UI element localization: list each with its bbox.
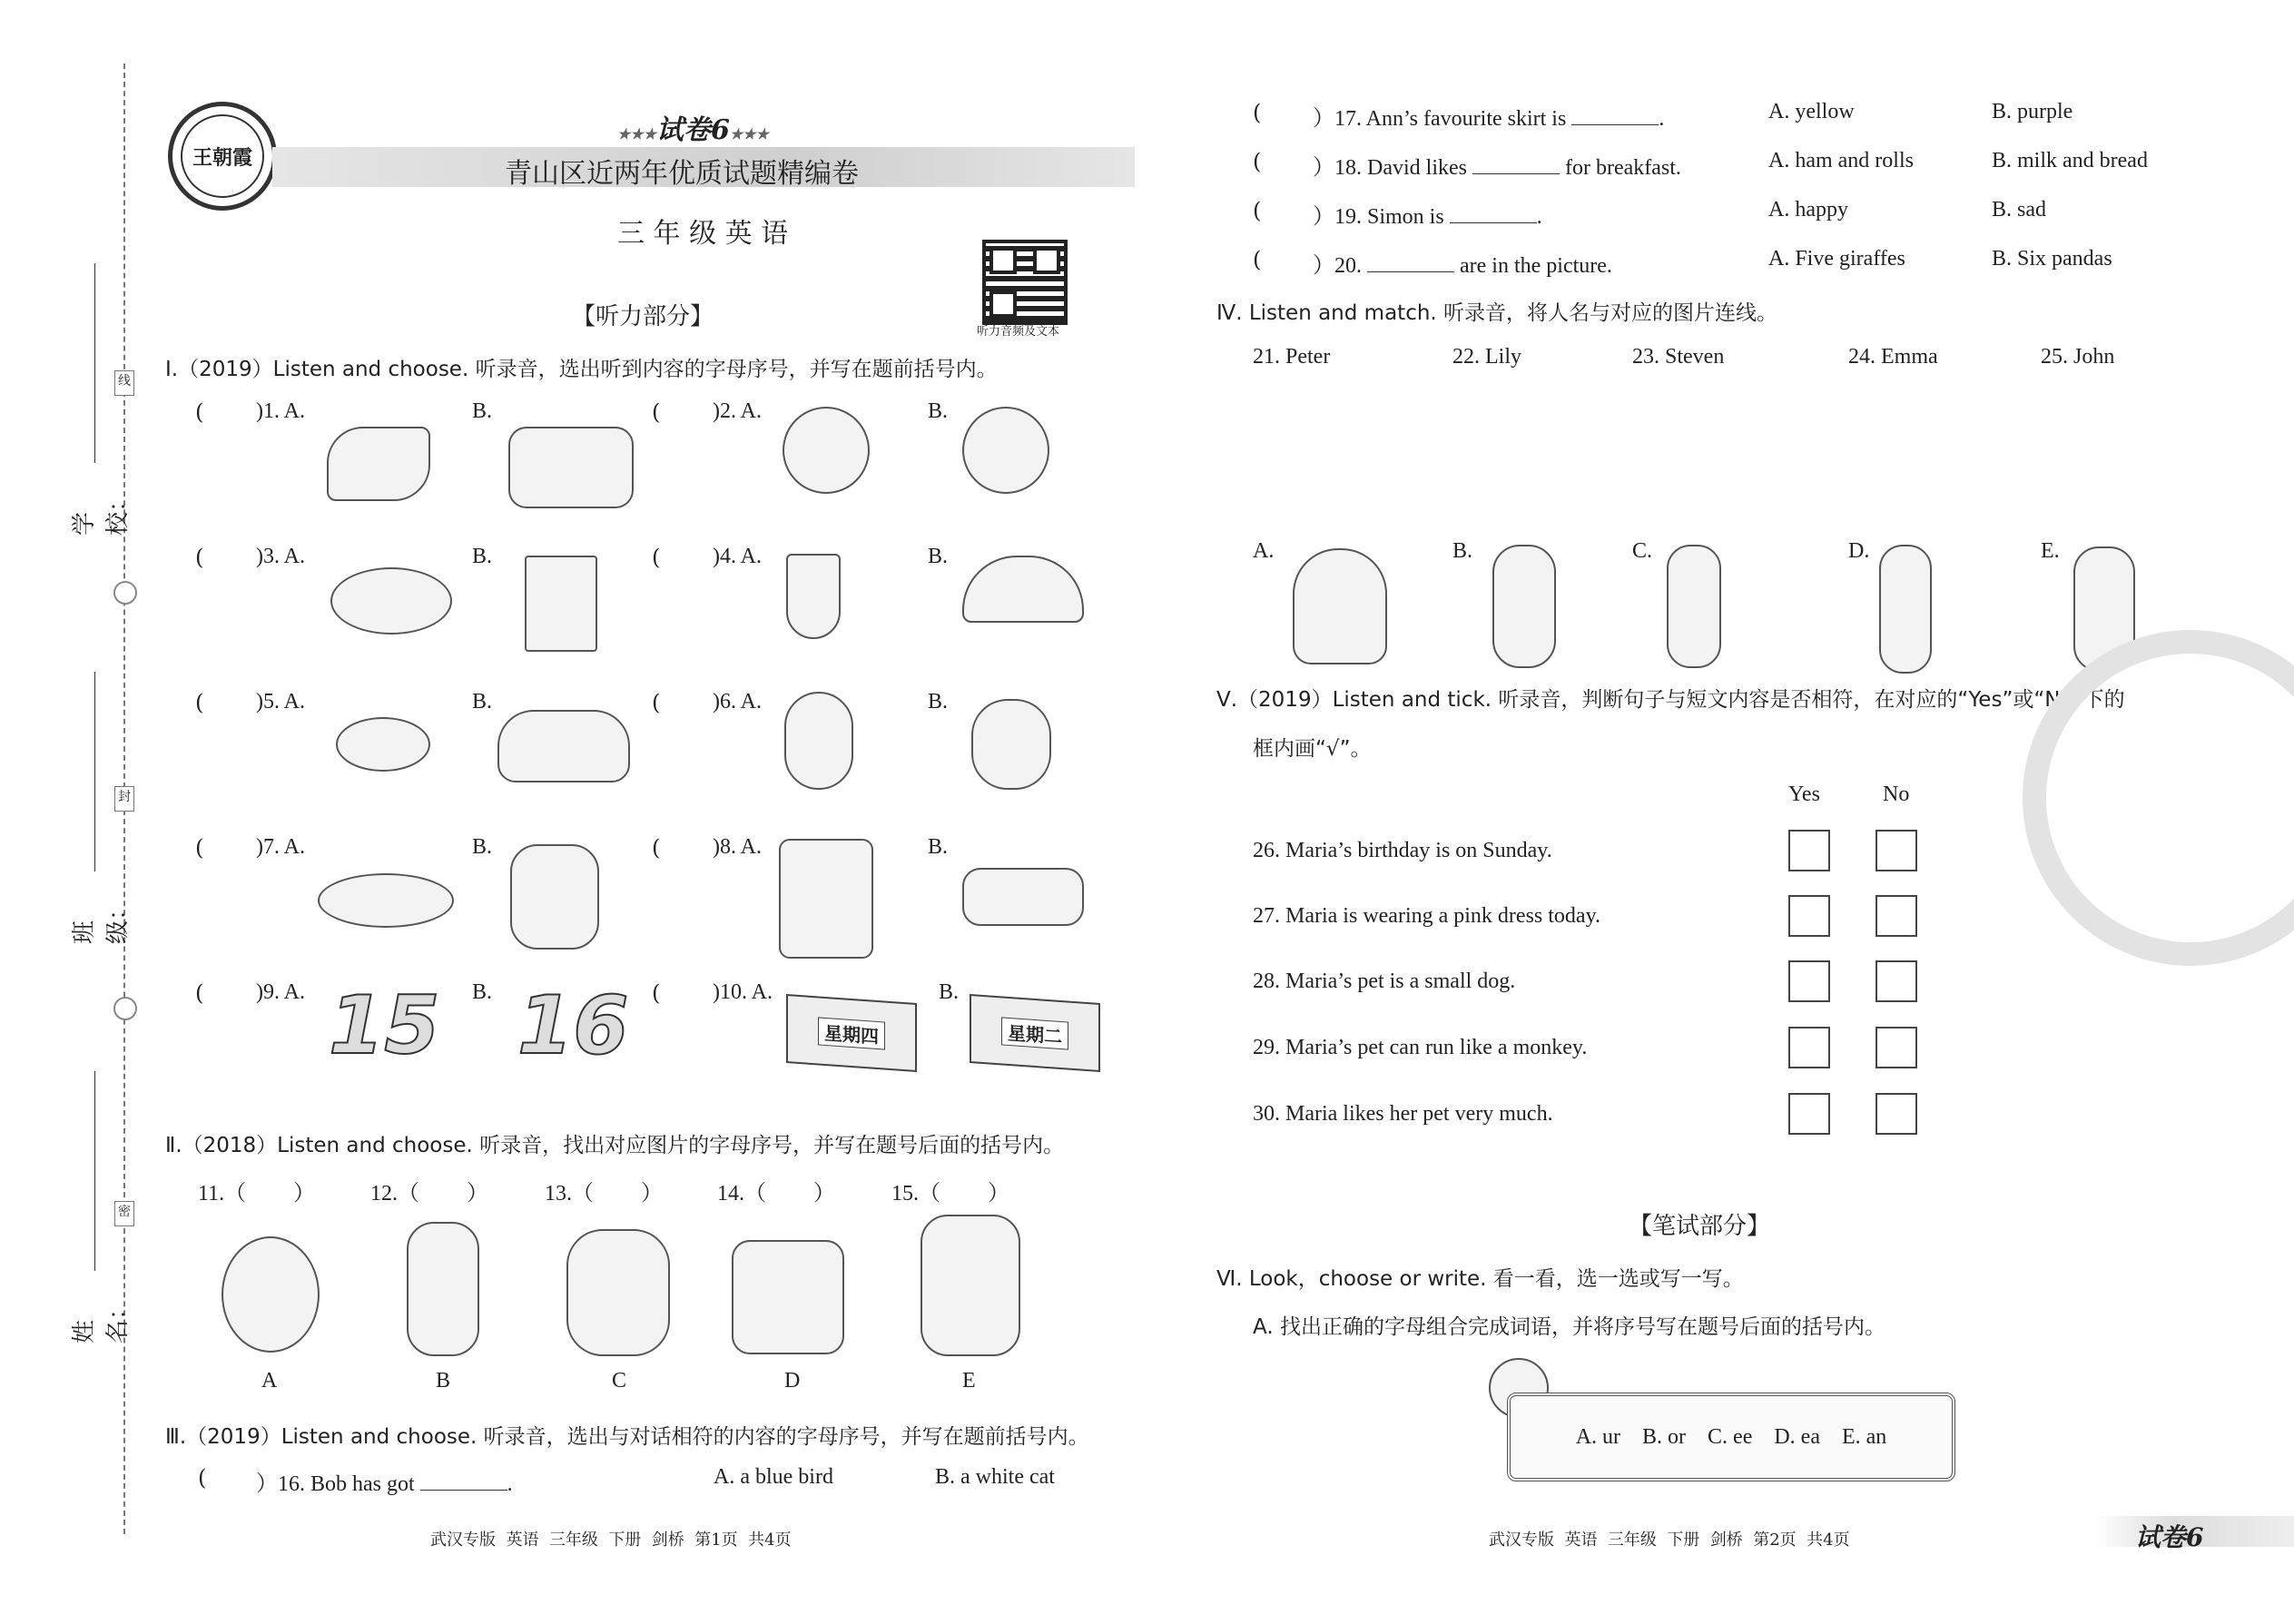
dog-icon[interactable] bbox=[510, 844, 599, 950]
item-6-label: )6. A. bbox=[713, 690, 763, 714]
answer-paren[interactable]: ( bbox=[652, 690, 661, 715]
yes-checkbox-29[interactable] bbox=[1788, 1027, 1830, 1068]
item-10-b: B. bbox=[939, 980, 960, 1004]
item-12[interactable]: 12.（ ） bbox=[370, 1182, 488, 1206]
item-13[interactable]: 13.（ ） bbox=[545, 1182, 663, 1206]
shirt-icon[interactable] bbox=[779, 839, 873, 959]
yes-checkbox-30[interactable] bbox=[1788, 1093, 1830, 1135]
section3-heading: Ⅲ.（2019）Listen and choose. 听录音，选出与对话相符的内容的字母序号，并写在题前括号内。 bbox=[165, 1425, 1089, 1449]
school-field[interactable] bbox=[65, 263, 132, 536]
sock-icon[interactable] bbox=[786, 554, 841, 639]
item-2-label: )2. A. bbox=[713, 399, 763, 423]
statement-29: 29. Maria’s pet can run like a monkey. bbox=[1253, 1036, 1588, 1059]
tigers-hugging-icon[interactable] bbox=[732, 1240, 844, 1354]
yes-checkbox-27[interactable] bbox=[1788, 895, 1830, 937]
item-17-option-b: B. purple bbox=[1992, 100, 2073, 123]
answer-paren[interactable]: ( bbox=[1253, 100, 1262, 125]
calendar-thursday-icon[interactable]: 星期四 bbox=[786, 994, 917, 1072]
item-10-label: )10. A. bbox=[713, 980, 773, 1004]
milk-carton-icon[interactable] bbox=[525, 556, 597, 652]
picture-letter: C. bbox=[1632, 539, 1653, 563]
word-options-box: A. ur B. or C. ee D. ea E. an bbox=[1507, 1393, 1955, 1481]
statement-28: 28. Maria’s pet is a small dog. bbox=[1253, 969, 1516, 993]
fish-icon[interactable] bbox=[318, 873, 454, 928]
footer-left: 武汉专版 英语 三年级 下册 剑桥 第1页 共4页 bbox=[430, 1530, 792, 1550]
item-16: ）16. Bob has got . bbox=[256, 1472, 513, 1496]
footer-right: 武汉专版 英语 三年级 下册 剑桥 第2页 共4页 bbox=[1489, 1530, 1850, 1550]
answer-paren[interactable]: ( bbox=[195, 399, 204, 425]
item-15[interactable]: 15.（ ） bbox=[891, 1182, 1009, 1206]
item-17-option-a: A. yellow bbox=[1768, 100, 1855, 123]
footer-exam-tag: 试卷6 bbox=[2135, 1522, 2204, 1552]
binding-ornament bbox=[113, 997, 137, 1020]
item-3-b: B. bbox=[472, 545, 493, 568]
item-19-option-a: A. happy bbox=[1768, 198, 1848, 221]
item-20: ）20. are in the picture. bbox=[1313, 254, 1612, 278]
item-8-label: )8. A. bbox=[713, 835, 763, 859]
blank[interactable] bbox=[1472, 155, 1560, 174]
section2-heading: Ⅱ.（2018）Listen and choose. 听录音，找出对应图片的字母序号，并写在题号后面的括号内。 bbox=[165, 1134, 1065, 1157]
option-letter: E bbox=[962, 1369, 976, 1393]
shoes-icon[interactable] bbox=[962, 868, 1084, 926]
option-letter: A bbox=[261, 1369, 278, 1393]
blank[interactable] bbox=[1450, 204, 1537, 223]
blank[interactable] bbox=[420, 1471, 507, 1491]
no-checkbox-26[interactable] bbox=[1876, 830, 1917, 871]
binding-mark-seal: 封 bbox=[114, 786, 134, 812]
item-4-b: B. bbox=[928, 545, 949, 568]
answer-paren[interactable]: ( bbox=[652, 545, 661, 570]
qr-caption: 听力音频及文本 bbox=[977, 325, 1060, 339]
option-letter: D bbox=[784, 1369, 801, 1393]
answer-paren[interactable]: ( bbox=[1253, 149, 1262, 174]
tiger-sitting-icon[interactable] bbox=[566, 1229, 670, 1356]
statement-27: 27. Maria is wearing a pink dress today. bbox=[1253, 904, 1601, 928]
no-header: No bbox=[1883, 782, 1910, 806]
written-title: 【笔试部分】 bbox=[1629, 1213, 1771, 1240]
tiger-curled-icon[interactable] bbox=[222, 1236, 320, 1353]
paper-title: 青山区近两年优质试题精编卷 bbox=[505, 158, 859, 190]
name-label: 姓名： bbox=[71, 1295, 132, 1343]
item-17: ）17. Ann’s favourite skirt is . bbox=[1313, 107, 1665, 131]
item-11[interactable]: 11.（ ） bbox=[198, 1182, 316, 1206]
exam-number: ★★★试卷6★★★ bbox=[617, 114, 769, 146]
item-7-label: )7. A. bbox=[256, 835, 306, 859]
answer-paren[interactable]: ( bbox=[652, 835, 661, 861]
section4-heading: Ⅳ. Listen and match. 听录音，将人名与对应的图片连线。 bbox=[1216, 301, 1778, 325]
item-16-option-b: B. a white cat bbox=[935, 1465, 1055, 1489]
statement-26: 26. Maria’s birthday is on Sunday. bbox=[1253, 839, 1552, 862]
seal-watermark-icon bbox=[2023, 630, 2294, 966]
name-lily[interactable]: 22. Lily bbox=[1452, 345, 1521, 369]
paper-subtitle: 三 年 级 英 语 bbox=[617, 218, 789, 250]
item-20-option-a: A. Five giraffes bbox=[1768, 247, 1905, 271]
section1-heading: Ⅰ.（2019）Listen and choose. 听录音，选出听到内容的字母序号，并写在题前括号内。 bbox=[165, 358, 998, 381]
item-9-b: B. bbox=[472, 980, 493, 1004]
answer-paren[interactable]: ( bbox=[198, 1465, 207, 1491]
item-19: ）19. Simon is . bbox=[1313, 205, 1542, 229]
item-1-label: )1. A. bbox=[256, 399, 306, 423]
class-field[interactable] bbox=[65, 672, 132, 944]
qr-code[interactable] bbox=[982, 240, 1068, 325]
frog-icon[interactable] bbox=[971, 699, 1051, 790]
item-9-label: )9. A. bbox=[256, 980, 306, 1004]
calendar-tuesday-icon[interactable]: 星期二 bbox=[970, 994, 1100, 1072]
item-14[interactable]: 14.（ ） bbox=[717, 1182, 835, 1206]
girl-dress-icon[interactable] bbox=[1293, 548, 1387, 664]
boy-cap-icon[interactable] bbox=[1492, 545, 1556, 668]
no-checkbox-29[interactable] bbox=[1876, 1027, 1917, 1068]
item-4-label: )4. A. bbox=[713, 545, 763, 568]
fingers-icon[interactable] bbox=[327, 427, 430, 501]
brand-logo: 王朝霞 bbox=[168, 102, 277, 211]
name-field[interactable] bbox=[65, 1071, 132, 1343]
tiger-jumping-icon[interactable] bbox=[407, 1222, 479, 1356]
statement-30: 30. Maria likes her pet very much. bbox=[1253, 1102, 1553, 1126]
item-6-b: B. bbox=[928, 690, 949, 714]
answer-paren[interactable]: ( bbox=[652, 399, 661, 425]
item-1-b: B. bbox=[472, 399, 493, 423]
girl-ponytail-icon[interactable] bbox=[1879, 545, 1932, 674]
answer-paren[interactable]: ( bbox=[195, 980, 204, 1006]
chicken-icon[interactable] bbox=[330, 567, 452, 635]
item-18: ）18. David likes for breakfast. bbox=[1313, 156, 1681, 180]
binding-mark-line: 线 bbox=[114, 370, 134, 396]
item-20-option-b: B. Six pandas bbox=[1992, 247, 2112, 271]
yes-checkbox-26[interactable] bbox=[1788, 830, 1830, 871]
mouth-icon[interactable] bbox=[336, 717, 430, 772]
item-5-b: B. bbox=[472, 690, 493, 714]
no-checkbox-28[interactable] bbox=[1876, 960, 1917, 1002]
item-19-option-b: B. sad bbox=[1992, 198, 2046, 221]
name-emma[interactable]: 24. Emma bbox=[1848, 345, 1938, 369]
option-letter: C bbox=[612, 1369, 627, 1393]
blank[interactable] bbox=[1367, 253, 1454, 272]
answer-paren[interactable]: ( bbox=[195, 690, 204, 715]
cap-icon[interactable] bbox=[962, 556, 1084, 623]
number-15-icon[interactable]: 15 bbox=[329, 979, 440, 1072]
answer-paren[interactable]: ( bbox=[1253, 247, 1262, 272]
binding-ornament bbox=[113, 581, 137, 605]
section5-heading-cont: 框内画“√”。 bbox=[1253, 737, 1372, 761]
item-3-label: )3. A. bbox=[256, 545, 306, 568]
name-peter[interactable]: 21. Peter bbox=[1253, 345, 1331, 369]
number-16-icon[interactable]: 16 bbox=[517, 979, 629, 1072]
no-checkbox-30[interactable] bbox=[1876, 1093, 1917, 1135]
boy-standing-icon[interactable] bbox=[1667, 545, 1721, 668]
class-label: 班级： bbox=[71, 896, 132, 944]
answer-paren[interactable]: ( bbox=[652, 980, 661, 1006]
answer-paren[interactable]: ( bbox=[195, 545, 204, 570]
section6-sub: A. 找出正确的字母组合完成词语，并将序号写在题号后面的括号内。 bbox=[1253, 1315, 1885, 1339]
item-5-label: )5. A. bbox=[256, 690, 306, 714]
item-7-b: B. bbox=[472, 835, 493, 859]
item-16-option-a: A. a blue bird bbox=[714, 1465, 833, 1489]
option-letter: B bbox=[436, 1369, 451, 1393]
picture-letter: E. bbox=[2041, 539, 2060, 563]
answer-paren[interactable]: ( bbox=[195, 835, 204, 861]
item-2-b: B. bbox=[928, 399, 949, 423]
picture-letter: A. bbox=[1253, 539, 1275, 563]
item-8-b: B. bbox=[928, 835, 949, 859]
yes-checkbox-28[interactable] bbox=[1788, 960, 1830, 1002]
answer-paren[interactable]: ( bbox=[1253, 198, 1262, 223]
picture-letter: D. bbox=[1848, 539, 1870, 563]
no-checkbox-27[interactable] bbox=[1876, 895, 1917, 937]
name-steven[interactable]: 23. Steven bbox=[1632, 345, 1725, 369]
binding-mark-close: 密 bbox=[114, 1201, 134, 1226]
tiger-party-icon[interactable] bbox=[921, 1215, 1020, 1356]
listening-title: 【听力部分】 bbox=[572, 303, 714, 330]
hamster-icon[interactable] bbox=[784, 692, 853, 790]
yes-header: Yes bbox=[1788, 782, 1820, 806]
item-18-option-b: B. milk and bread bbox=[1992, 149, 2148, 172]
blank[interactable] bbox=[1571, 106, 1659, 125]
section6-heading: Ⅵ. Look，choose or write. 看一看，选一选或写一写。 bbox=[1216, 1267, 1744, 1291]
picture-letter: B. bbox=[1452, 539, 1473, 563]
item-18-option-a: A. ham and rolls bbox=[1768, 149, 1914, 172]
surprised-face-icon[interactable] bbox=[783, 407, 870, 494]
hands-icon[interactable] bbox=[508, 427, 634, 508]
name-john[interactable]: 25. John bbox=[2041, 345, 2115, 369]
section5-heading: Ⅴ.（2019）Listen and tick. 听录音，判断句子与短文内容是否相符，在对应的“Yes”或“No”下的 bbox=[1216, 688, 2125, 712]
angry-face-icon[interactable] bbox=[962, 407, 1049, 494]
school-label: 学校： bbox=[71, 487, 132, 536]
teapot-icon[interactable] bbox=[497, 710, 630, 782]
